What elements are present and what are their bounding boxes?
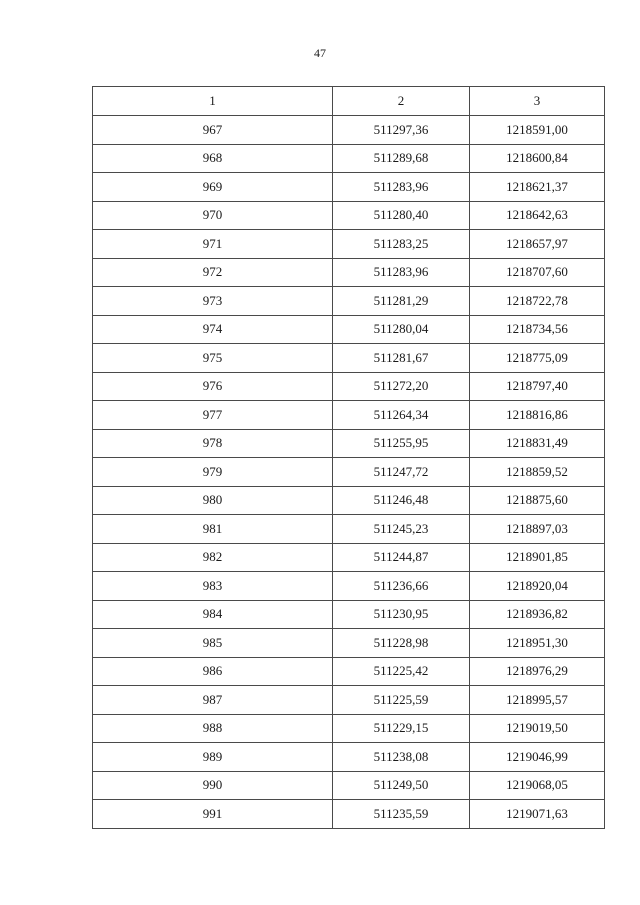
table-row (93, 657, 605, 686)
point-number-cell: 972 (93, 258, 333, 287)
header-col-2: 2 (333, 87, 470, 116)
x-coordinate-cell: 511297,36 (333, 116, 470, 145)
x-coordinate-cell: 511229,15 (333, 714, 470, 743)
y-coordinate-cell: 1219019,50 (470, 714, 605, 743)
table-row (93, 543, 605, 572)
x-coordinate-cell: 511238,08 (333, 743, 470, 772)
table-body (93, 116, 605, 829)
y-coordinate-cell: 1218920,04 (470, 572, 605, 601)
point-number-cell: 975 (93, 344, 333, 373)
y-coordinate-cell: 1218734,56 (470, 315, 605, 344)
table-row (93, 458, 605, 487)
x-coordinate-cell: 511289,68 (333, 144, 470, 173)
table-row (93, 800, 605, 829)
y-coordinate-cell: 1219068,05 (470, 771, 605, 800)
x-coordinate-cell: 511236,66 (333, 572, 470, 601)
point-number-cell: 981 (93, 515, 333, 544)
y-coordinate-cell: 1218722,78 (470, 287, 605, 316)
point-number-cell: 974 (93, 315, 333, 344)
table-row (93, 230, 605, 259)
x-coordinate-cell: 511225,59 (333, 686, 470, 715)
x-coordinate-cell: 511235,59 (333, 800, 470, 829)
y-coordinate-cell: 1218897,03 (470, 515, 605, 544)
point-number-cell: 979 (93, 458, 333, 487)
point-number-cell: 982 (93, 543, 333, 572)
x-coordinate-cell: 511283,96 (333, 258, 470, 287)
y-coordinate-cell: 1218951,30 (470, 629, 605, 658)
point-number-cell: 973 (93, 287, 333, 316)
table-row (93, 401, 605, 430)
x-coordinate-cell: 511280,40 (333, 201, 470, 230)
point-number-cell: 968 (93, 144, 333, 173)
x-coordinate-cell: 511230,95 (333, 600, 470, 629)
table-row (93, 344, 605, 373)
x-coordinate-cell: 511272,20 (333, 372, 470, 401)
y-coordinate-cell: 1219046,99 (470, 743, 605, 772)
y-coordinate-cell: 1218797,40 (470, 372, 605, 401)
point-number-cell: 969 (93, 173, 333, 202)
page-number: 47 (314, 46, 326, 60)
x-coordinate-cell: 511249,50 (333, 771, 470, 800)
y-coordinate-cell: 1218642,63 (470, 201, 605, 230)
point-number-cell: 989 (93, 743, 333, 772)
y-coordinate-cell: 1218859,52 (470, 458, 605, 487)
y-coordinate-cell: 1218816,86 (470, 401, 605, 430)
table-row (93, 287, 605, 316)
point-number-cell: 980 (93, 486, 333, 515)
x-coordinate-cell: 511281,29 (333, 287, 470, 316)
table-row (93, 515, 605, 544)
point-number-cell: 990 (93, 771, 333, 800)
y-coordinate-cell: 1218621,37 (470, 173, 605, 202)
y-coordinate-cell: 1218707,60 (470, 258, 605, 287)
table-row (93, 201, 605, 230)
point-number-cell: 970 (93, 201, 333, 230)
table-row (93, 714, 605, 743)
header-col-3: 3 (470, 87, 605, 116)
y-coordinate-cell: 1218875,60 (470, 486, 605, 515)
x-coordinate-cell: 511245,23 (333, 515, 470, 544)
y-coordinate-cell: 1218600,84 (470, 144, 605, 173)
x-coordinate-cell: 511280,04 (333, 315, 470, 344)
table-header (93, 87, 605, 116)
y-coordinate-cell: 1219071,63 (470, 800, 605, 829)
y-coordinate-cell: 1218995,57 (470, 686, 605, 715)
header-col-1: 1 (93, 87, 333, 116)
y-coordinate-cell: 1218831,49 (470, 429, 605, 458)
x-coordinate-cell: 511264,34 (333, 401, 470, 430)
y-coordinate-cell: 1218901,85 (470, 543, 605, 572)
point-number-cell: 986 (93, 657, 333, 686)
x-coordinate-cell: 511247,72 (333, 458, 470, 487)
table-row (93, 771, 605, 800)
table-row (93, 629, 605, 658)
x-coordinate-cell: 511244,87 (333, 543, 470, 572)
x-coordinate-cell: 511246,48 (333, 486, 470, 515)
x-coordinate-cell: 511283,96 (333, 173, 470, 202)
point-number-cell: 983 (93, 572, 333, 601)
y-coordinate-cell: 1218936,82 (470, 600, 605, 629)
point-number-cell: 984 (93, 600, 333, 629)
x-coordinate-cell: 511283,25 (333, 230, 470, 259)
x-coordinate-cell: 511255,95 (333, 429, 470, 458)
point-number-cell: 991 (93, 800, 333, 829)
point-number-cell: 988 (93, 714, 333, 743)
x-coordinate-cell: 511281,67 (333, 344, 470, 373)
table-row (93, 315, 605, 344)
header-row (93, 87, 605, 116)
x-coordinate-cell: 511228,98 (333, 629, 470, 658)
point-number-cell: 977 (93, 401, 333, 430)
table-row (93, 743, 605, 772)
coordinates-table (92, 86, 605, 829)
y-coordinate-cell: 1218976,29 (470, 657, 605, 686)
table-row (93, 116, 605, 145)
table-row (93, 686, 605, 715)
table-row (93, 144, 605, 173)
table-row (93, 600, 605, 629)
table-row (93, 429, 605, 458)
table-row (93, 258, 605, 287)
point-number-cell: 987 (93, 686, 333, 715)
point-number-cell: 976 (93, 372, 333, 401)
point-number-cell: 967 (93, 116, 333, 145)
y-coordinate-cell: 1218775,09 (470, 344, 605, 373)
point-number-cell: 985 (93, 629, 333, 658)
point-number-cell: 978 (93, 429, 333, 458)
table-row (93, 572, 605, 601)
point-number-cell: 971 (93, 230, 333, 259)
table-row (93, 486, 605, 515)
y-coordinate-cell: 1218657,97 (470, 230, 605, 259)
table-row (93, 372, 605, 401)
x-coordinate-cell: 511225,42 (333, 657, 470, 686)
table-row (93, 173, 605, 202)
y-coordinate-cell: 1218591,00 (470, 116, 605, 145)
